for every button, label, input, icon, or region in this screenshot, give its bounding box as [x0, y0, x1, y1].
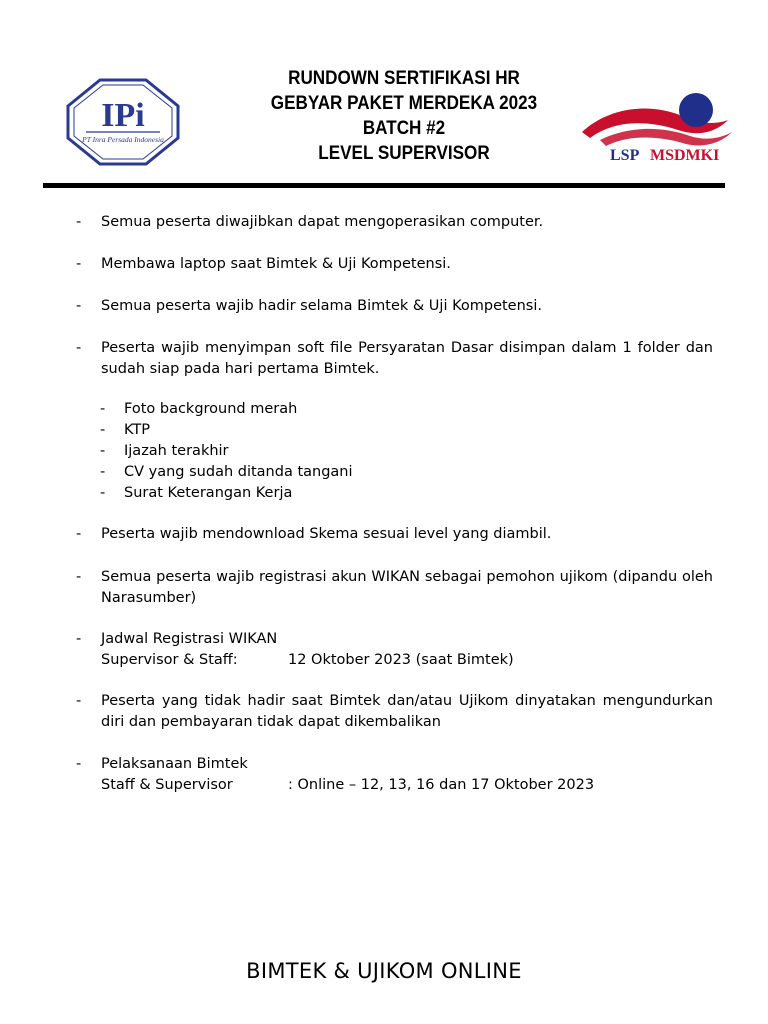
item-text: Membawa laptop saat Bimtek & Uji Kompetensi. [101, 256, 451, 272]
schedule-value: 12 Oktober 2023 (saat Bimtek) [288, 652, 514, 668]
schedule-label: Supervisor & Staff: [101, 652, 238, 668]
title-line-3: BATCH #2 [362, 118, 446, 139]
item-text: Pelaksanaan Bimtek [101, 756, 248, 772]
bullet-dash: - [76, 298, 82, 314]
bullet-dash: - [100, 485, 106, 501]
bullet-dash: - [76, 340, 82, 356]
requirement-text: KTP [124, 422, 150, 438]
lsp-text: LSP [610, 147, 640, 164]
document-title [220, 66, 587, 166]
title-line-2: GEBYAR PAKET MERDEKA 2023 [270, 93, 538, 114]
item-text: Peserta yang tidak hadir saat Bimtek dan/atau Ujikom dinyatakan mengundurkan diri dan pembayaran tidak dapat dikembalikan [101, 693, 713, 730]
schedule-row [101, 775, 594, 796]
requirement-text: Surat Keterangan Kerja [124, 485, 293, 501]
bullet-dash: - [76, 214, 82, 230]
bullet-dash: - [100, 464, 106, 480]
ipi-logo [62, 76, 184, 168]
bullet-dash: - [100, 401, 106, 417]
item-text: Peserta wajib menyimpan soft file Persyaratan Dasar disimpan dalam 1 folder dan sudah siap pada hari pertama Bimtek. [101, 340, 713, 377]
requirement-text: Foto background merah [124, 401, 298, 417]
item-text: Semua peserta diwajibkan dapat mengoperasikan computer. [101, 214, 544, 230]
bullet-dash: - [76, 256, 82, 272]
item-text: Peserta wajib mendownload Skema sesuai level yang diambil. [101, 526, 552, 542]
schedule-value: : Online – 12, 13, 16 dan 17 Oktober 2023 [288, 777, 595, 793]
lsp-msdmki-logo [578, 92, 738, 164]
footer-caption: BIMTEK & UJIKOM ONLINE [246, 959, 522, 983]
ipi-caption: PT Inra Persada Indonesia [82, 135, 164, 144]
bullet-dash: - [76, 526, 82, 542]
header-divider [43, 183, 725, 188]
bullet-dash: - [100, 422, 106, 438]
item-text: Semua peserta wajib hadir selama Bimtek & Uji Kompetensi. [101, 298, 542, 314]
requirement-text: CV yang sudah ditanda tangani [124, 464, 353, 480]
schedule-row [101, 650, 514, 671]
title-line-1: RUNDOWN SERTIFIKASI HR [288, 68, 520, 89]
ipi-monogram: IPi [101, 97, 145, 134]
bullet-dash: - [76, 756, 82, 772]
requirement-text: Ijazah terakhir [124, 443, 229, 459]
title-line-4: LEVEL SUPERVISOR [318, 143, 490, 164]
bullet-dash: - [76, 569, 82, 585]
item-text: Jadwal Registrasi WIKAN [101, 631, 278, 647]
bullet-dash: - [76, 631, 82, 647]
item-text: Semua peserta wajib registrasi akun WIKAN sebagai pemohon ujikom (dipandu oleh Narasumber) [101, 569, 713, 606]
bullet-dash: - [76, 693, 82, 709]
bullet-dash: - [100, 443, 106, 459]
schedule-label: Staff & Supervisor [101, 777, 233, 793]
msdmki-text: MSDMKI [650, 147, 720, 164]
